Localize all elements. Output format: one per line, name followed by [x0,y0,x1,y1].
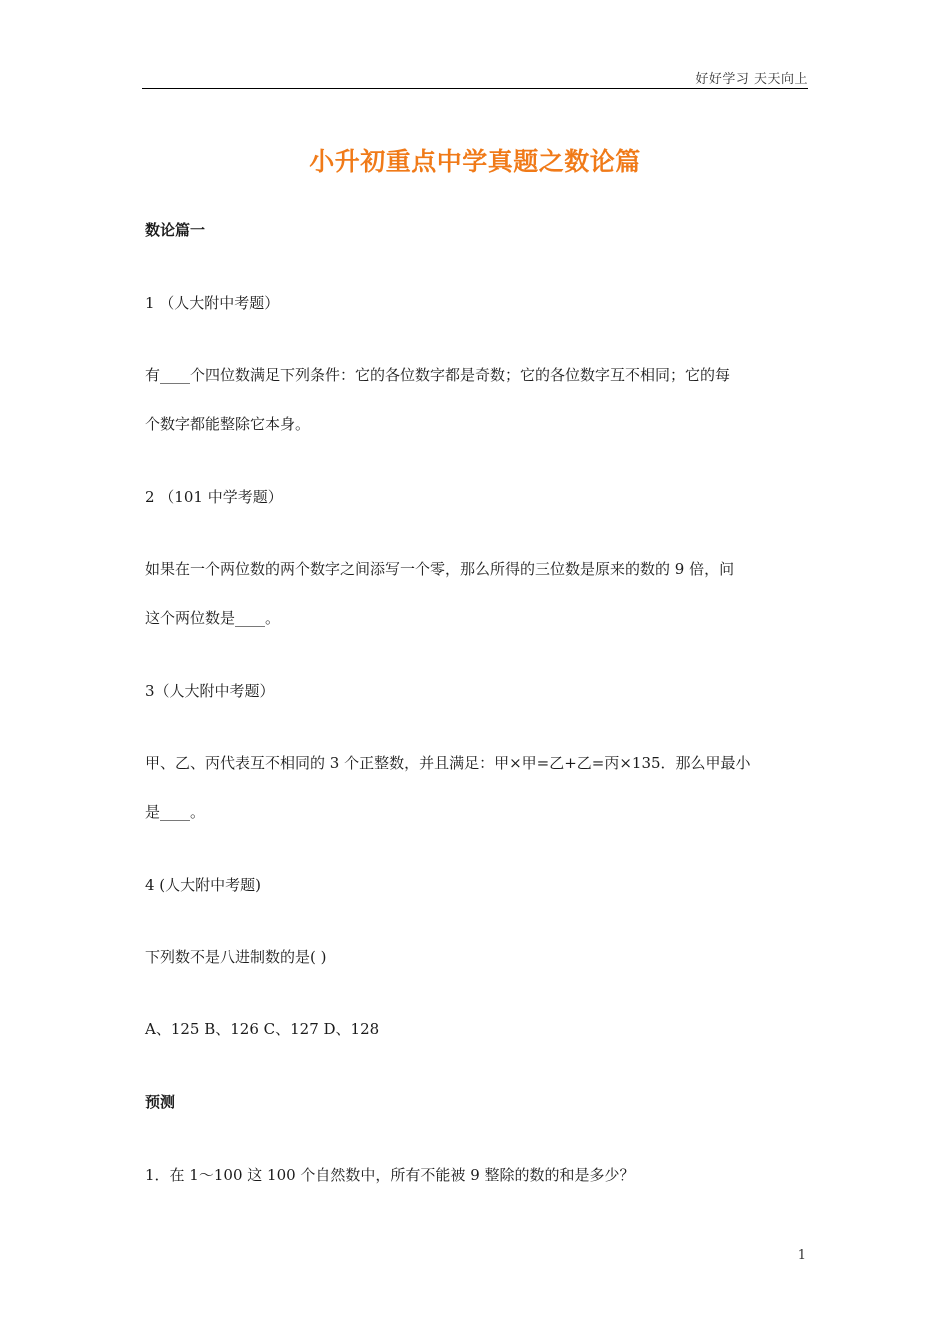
question-4-text: 下列数不是八进制数的是( ) [145,948,327,966]
question-1-text-line-2: 个数字都能整除它本身。 [145,415,311,433]
document-title: 小升初重点中学真题之数论篇 [309,147,641,176]
question-1-source: 1 （人大附中考题） [145,294,280,312]
page-number: 1 [797,1248,806,1263]
question-2-text-line-2: 这个两位数是____。 [145,609,281,627]
section-heading-prediction: 预测 [145,1093,176,1111]
question-4-source: 4 (人大附中考题) [145,876,262,894]
prediction-question-1: 1．在 1～100 这 100 个自然数中，所有不能被 9 整除的数的和是多少？ [145,1166,635,1184]
question-4-options: A、125 B、126 C、127 D、128 [145,1020,380,1038]
header-divider [142,88,808,89]
header-motto: 好好学习 天天向上 [695,72,808,87]
question-1-text-line-1: 有____个四位数满足下列条件：它的各位数字都是奇数；它的各位数字互不相同；它的每 [145,366,731,384]
question-3-source: 3（人大附中考题） [145,682,275,700]
section-heading-number-theory-1: 数论篇一 [145,221,206,239]
question-3-text-line-1: 甲、乙、丙代表互不相同的 3 个正整数，并且满足：甲×甲=乙+乙=丙×135．那么甲最小 [145,754,751,772]
question-2-source: 2 （101 中学考题） [145,488,283,506]
question-2-text-line-1: 如果在一个两位数的两个数字之间添写一个零，那么所得的三位数是原来的数的 9 倍，问 [145,560,735,578]
question-3-text-line-2: 是____。 [145,803,206,821]
